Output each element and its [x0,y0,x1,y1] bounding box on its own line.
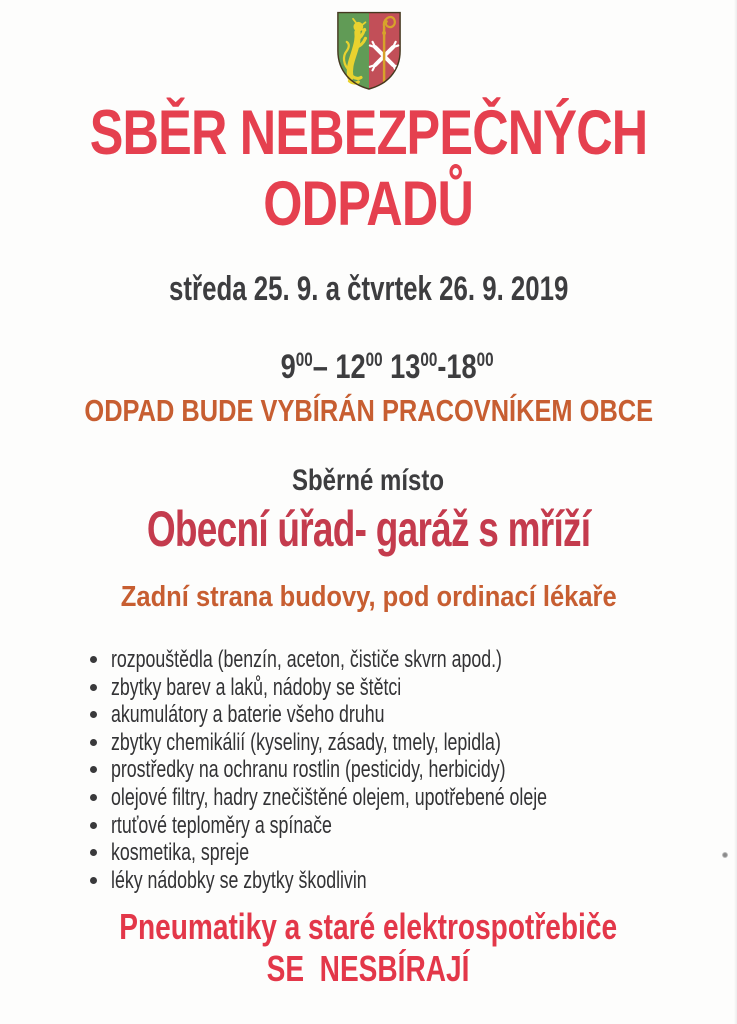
footer-line-1-text: Pneumatiky a staré elektrospotřebiče [119,906,618,947]
notice-text: ODPAD BUDE VYBÍRÁN PRACOVNÍKEM OBCE [84,393,653,428]
date-text: středa 25. 9. a čtvrtek 26. 9. 2019 [168,270,569,308]
list-item-text: rtuťové teploměry a spínače [111,811,332,839]
time-range: $9^{00}-$ $12^{00}$ $13^{00}-18^{00}$ [280,348,494,386]
bullet-dot [90,877,97,884]
list-item-text: kosmetika, spreje [111,839,250,867]
list-item [90,867,717,895]
scan-artifact-dot [722,852,728,858]
lion-head [353,22,363,32]
bullet-dot [90,822,97,829]
list-item-text: zbytky barev a laků, nádoby se štětci [111,673,402,701]
list-item-text: akumulátory a baterie všeho druhu [111,701,385,729]
location-place-text: Obecní úřad- garáž s mříží [146,501,591,557]
collection-notice [0,393,737,429]
title-line-2: ODPADŮ [263,169,474,239]
bullet-dot [90,711,97,718]
list-item [90,701,717,729]
footer-line-2-text: SE NESBÍRAJÍ [267,948,470,989]
bullet-dot [90,794,97,801]
collection-dates [0,270,737,309]
crosier-knob [382,31,386,35]
bullet-dot [90,739,97,746]
location-detail-text: Zadní strana budovy, pod ordinací lékaře [120,581,617,613]
page-title [0,98,737,240]
collected-items-list [90,646,717,894]
list-item [90,784,717,812]
bullet-dot [90,766,97,773]
location-detail [0,581,737,614]
list-item-text: zbytky chemikálií (kyseliny, zásady, tmely, lepidla) [111,728,501,756]
footer-warning-line-2 [0,948,737,990]
bullet-dot [90,684,97,691]
list-item-text: rozpouštědla (benzín, aceton, čističe skvrn apod.) [111,646,502,673]
list-item [90,756,717,784]
list-item-text: léky nádobky se zbytky škodlivin [111,866,367,894]
list-item [90,839,717,867]
bullet-dot [90,656,97,663]
location-label-text: Sběrné místo [292,464,445,497]
list-item-text: prostředky na ochranu rostlin (pesticidy, herbicidy) [111,756,506,784]
location-place [0,500,737,558]
bullet-dot [90,849,97,856]
list-item [90,812,717,840]
footer-warning-line-1 [0,906,737,948]
list-item [90,729,717,757]
list-item [90,646,717,674]
title-line-1: SBĚR NEBEZPEČNÝCH [89,98,648,168]
municipal-coat-of-arms-icon [329,6,409,92]
list-item [90,674,717,702]
coat-of-arms-svg [329,6,409,92]
list-item-text: olejové filtry, hadry znečištěné olejem, upotřebené oleje [111,783,548,811]
location-label [0,464,737,498]
